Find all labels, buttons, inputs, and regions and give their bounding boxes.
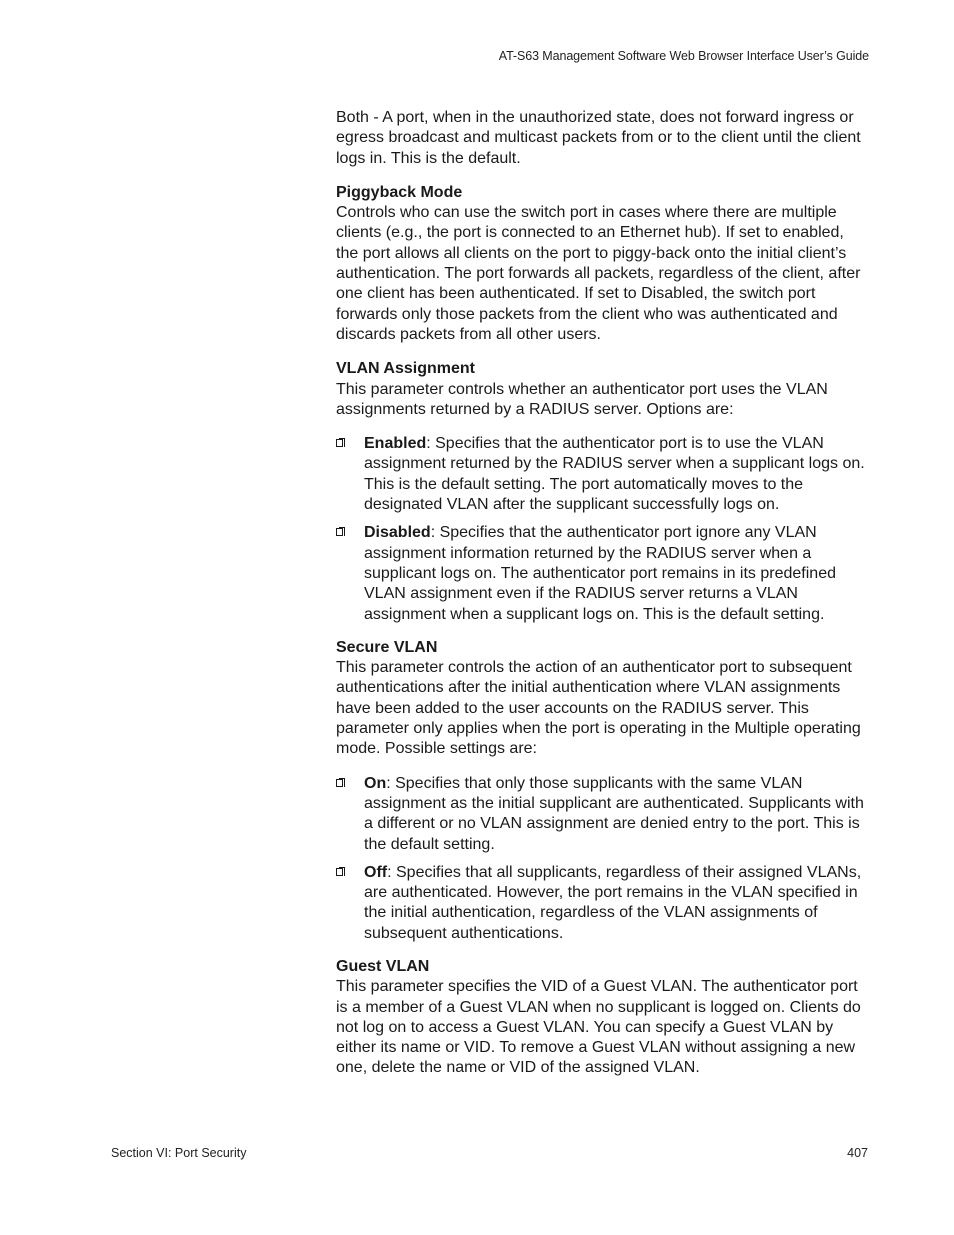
secure-vlan-section (336, 638, 870, 944)
checkbox-bullet-icon (336, 439, 343, 447)
piggyback-mode-body: Controls who can use the switch port in cases where there are multiple clients (e.g., the port is connected to an Ethernet hub). If set to enabled, the port allows all clients on the port to piggy-back onto the initial client’s authentication. The port forwards all packets, regardless of the client, after one client has been authenticated. If set to Disabled, the switch port forwards only those packets from the client who was authenticated and discards packets from all other users. (336, 204, 861, 343)
footer-section-label: Section VI: Port Security (111, 1146, 247, 1160)
both-option-paragraph: Both - A port, when in the unauthorized state, does not forward ingress or egress broadcast and multicast packets from or to the client until the client logs in. This is the default. (336, 109, 861, 167)
page-content (336, 108, 870, 1079)
option-description: : Specifies that the authenticator port ignore any VLAN assignment information returned by the RADIUS server when a supplicant logs on. The authenticator port remains in its predefined VLAN assignment even if the RADIUS server returns a VLAN assignment when a supplicant logs on. This is the default setting. (364, 524, 836, 623)
option-term: Disabled (364, 524, 431, 542)
vlan-assignment-options (336, 434, 870, 625)
list-item (336, 863, 870, 944)
guest-vlan-body: This parameter specifies the VID of a Guest VLAN. The authenticator port is a member of a Guest VLAN when no supplicant is logged on. Clients do not log on to access a Guest VLAN. You can specify a Guest VLAN by either its name or VID. To remove a Guest VLAN without assigning a new one, delete the name or VID of the assigned VLAN. (336, 978, 861, 1077)
secure-vlan-body: This parameter controls the action of an authenticator port to subsequent authentications after the initial authentication where VLAN assignments have been added to the user accounts on the RADIUS server. This parameter only applies when the port is operating in the Multiple operating mode. Possible settings are: (336, 659, 861, 758)
option-term: Off (364, 863, 388, 881)
guest-vlan-section (336, 957, 870, 1079)
piggyback-mode-section (336, 183, 870, 345)
option-term: On (364, 774, 387, 792)
vlan-assignment-heading: VLAN Assignment (336, 360, 475, 378)
piggyback-mode-heading: Piggyback Mode (336, 183, 463, 201)
vlan-assignment-section (336, 359, 870, 625)
secure-vlan-heading: Secure VLAN (336, 638, 438, 656)
vlan-assignment-body: This parameter controls whether an authenticator port uses the VLAN assignments returned by a RADIUS server. Options are: (336, 380, 828, 418)
option-description: : Specifies that all supplicants, regardless of their assigned VLANs, are authenticated. However, the port remains in the VLAN specified in the initial authentication, regardless of the VLAN assignments of subsequent authentications. (364, 863, 862, 942)
option-description: : Specifies that only those supplicants with the same VLAN assignment as the initial supplicant are authenticated. Supplicants with a different or no VLAN assignment are denied entry to the port. This is the default setting. (364, 774, 864, 853)
option-description: : Specifies that the authenticator port is to use the VLAN assignment returned by the RADIUS server when a supplicant logs on. This is the default setting. The port automatically moves to the designated VLAN after the supplicant successfully logs on. (364, 435, 865, 514)
running-header: AT-S63 Management Software Web Browser Interface User’s Guide (498, 49, 869, 63)
checkbox-bullet-icon (336, 868, 343, 876)
option-term: Enabled (364, 435, 427, 453)
guest-vlan-heading: Guest VLAN (336, 957, 430, 975)
list-item (336, 434, 870, 515)
checkbox-bullet-icon (336, 528, 343, 536)
list-item (336, 774, 870, 855)
page-number: 407 (847, 1146, 868, 1160)
list-item (336, 523, 870, 624)
secure-vlan-options (336, 774, 870, 944)
checkbox-bullet-icon (336, 779, 343, 787)
